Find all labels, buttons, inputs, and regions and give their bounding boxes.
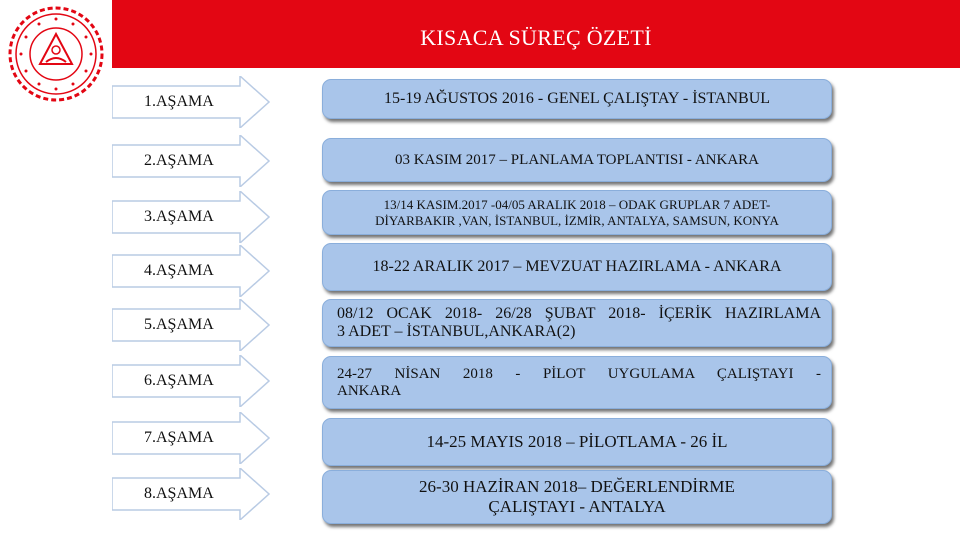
stage-label: 1.AŞAMA	[144, 93, 214, 110]
stage-description-line: DİYARBAKIR ,VAN, İSTANBUL, İZMİR, ANTALYA, SAMSUN, KONYA	[375, 212, 779, 228]
stage-arrow-1	[112, 76, 270, 128]
stage-description-line: 14-25 MAYIS 2018 – PİLOTLAMA - 26 İL	[426, 432, 728, 451]
stage-description-box-2	[322, 138, 832, 182]
stage-description-line: 18-22 ARALIK 2017 – MEVZUAT HAZIRLAMA - ANKARA	[372, 258, 782, 275]
stage-description-line: 26-30 HAZİRAN 2018– DEĞERLENDİRME	[419, 477, 735, 496]
stage-description-line: 13/14 KASIM.2017 -04/05 ARALIK 2018 – ODAK GRUPLAR 7 ADET-	[383, 196, 771, 212]
stage-description-line: 15-19 AĞUSTOS 2016 - GENEL ÇALIŞTAY - İSTANBUL	[383, 90, 771, 107]
stage-arrow-4	[112, 245, 270, 297]
stage-description-line: 03 KASIM 2017 – PLANLAMA TOPLANTISI - ANKARA	[394, 151, 760, 168]
stage-description-box-6	[322, 356, 832, 409]
stage-label: 7.AŞAMA	[144, 429, 214, 446]
stage-arrow-7	[112, 412, 270, 464]
ministry-logo	[6, 4, 106, 104]
stage-description-box-5	[322, 299, 832, 347]
stage-label: 5.AŞAMA	[144, 316, 214, 333]
stage-description-line: 08/12 OCAK 2018- 26/28 ŞUBAT 2018- İÇERİK HAZIRLAMA	[337, 305, 821, 322]
stage-description-box-1	[322, 79, 832, 119]
stage-description-box-3	[322, 190, 832, 235]
stage-label: 4.AŞAMA	[144, 262, 214, 279]
stage-description-line: ANKARA	[337, 382, 402, 399]
stage-description-line: 24-27 NİSAN 2018 - PİLOT UYGULAMA ÇALIŞTAYI -	[337, 365, 821, 382]
stage-label: 3.AŞAMA	[144, 208, 214, 225]
stage-label: 2.AŞAMA	[144, 152, 214, 169]
stage-arrow-3	[112, 191, 270, 243]
stage-description-box-4	[322, 243, 832, 291]
stage-description-line: 3 ADET – İSTANBUL,ANKARA(2)	[337, 323, 576, 340]
stage-description-line: ÇALIŞTAYI - ANTALYA	[488, 497, 666, 516]
stage-arrow-6	[112, 355, 270, 407]
stage-label: 8.AŞAMA	[144, 485, 214, 502]
stage-arrow-2	[112, 135, 270, 187]
stage-description-box-8	[322, 470, 832, 524]
stage-arrow-8	[112, 468, 270, 520]
stage-label: 6.AŞAMA	[144, 372, 214, 389]
stage-description-box-7	[322, 418, 832, 466]
stage-arrow-5	[112, 299, 270, 351]
page-title: KISACA SÜREÇ ÖZETİ	[420, 25, 652, 50]
